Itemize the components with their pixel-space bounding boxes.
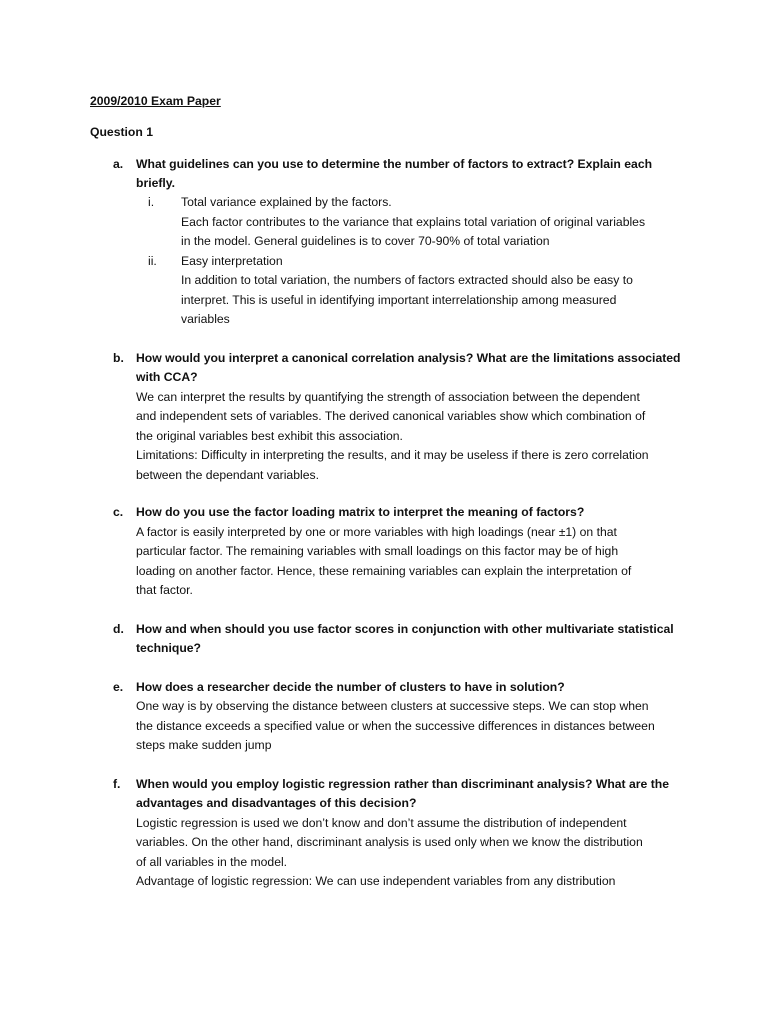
answer-text: We can interpret the results by quantifying the strength of association between the dependent: [136, 390, 640, 404]
question-text: technique?: [136, 641, 202, 655]
answer-text: A factor is easily interpreted by one or more variables with high loadings (near ±1) on that: [136, 525, 617, 539]
answer-text: the original variables best exhibit this association.: [136, 429, 403, 443]
question-text: How would you interpret a canonical correlation analysis? What are the limitations associated: [136, 351, 681, 365]
answer-text: loading on another factor. Hence, these remaining variables can explain the interpretation of: [136, 564, 632, 578]
question-marker: a.: [113, 157, 124, 171]
subitem-marker: i.: [148, 195, 155, 209]
document-title: 2009/2010 Exam Paper: [90, 94, 221, 108]
answer-text: between the dependant variables.: [136, 468, 319, 482]
question-marker: c.: [113, 505, 124, 519]
question-text: What guidelines can you use to determine the number of factors to extract? Explain each: [136, 157, 653, 171]
subitem-text: In addition to total variation, the numbers of factors extracted should also be easy to: [181, 273, 633, 287]
answer-text: variables. On the other hand, discriminant analysis is used only when we know the distribution: [136, 835, 643, 849]
question-text: How do you use the factor loading matrix to interpret the meaning of factors?: [136, 505, 585, 519]
answer-text: steps make sudden jump: [136, 738, 272, 752]
subitem-text: Easy interpretation: [181, 254, 283, 268]
question-text: How and when should you use factor scores in conjunction with other multivariate statistical: [136, 622, 674, 636]
answer-text: that factor.: [136, 583, 193, 597]
question-text: with CCA?: [136, 370, 198, 384]
question-text: How does a researcher decide the number of clusters to have in solution?: [136, 680, 565, 694]
question-marker: f.: [113, 777, 121, 791]
answer-text: Limitations: Difficulty in interpreting the results, and it may be useless if there is zero correlation: [136, 448, 649, 462]
subitem-text: Each factor contributes to the variance that explains total variation of original variables: [181, 215, 646, 229]
subitem-text: in the model. General guidelines is to cover 70-90% of total variation: [181, 234, 550, 248]
question-heading: Question 1: [90, 125, 153, 139]
answer-text: particular factor. The remaining variables with small loadings on this factor may be of high: [136, 544, 619, 558]
answer-text: Advantage of logistic regression: We can use independent variables from any distribution: [136, 874, 616, 888]
question-text: When would you employ logistic regression rather than discriminant analysis? What are the: [136, 777, 669, 791]
question-marker: e.: [113, 680, 124, 694]
subitem-text: interpret. This is useful in identifying important interrelationship among measured: [181, 293, 617, 307]
question-marker: b.: [113, 351, 124, 365]
answer-text: of all variables in the model.: [136, 855, 288, 869]
answer-text: the distance exceeds a specified value or when the successive differences in distances between: [136, 719, 655, 733]
subitem-text: variables: [181, 312, 230, 326]
question-marker: d.: [113, 622, 124, 636]
question-text: advantages and disadvantages of this decision?: [136, 796, 417, 810]
answer-text: One way is by observing the distance between clusters at successive steps. We can stop when: [136, 699, 649, 713]
question-text: briefly.: [136, 176, 176, 190]
answer-text: Logistic regression is used we don’t know and don’t assume the distribution of independent: [136, 816, 627, 830]
subitem-text: Total variance explained by the factors.: [181, 195, 392, 209]
subitem-marker: ii.: [148, 254, 157, 268]
answer-text: and independent sets of variables. The derived canonical variables show which combination of: [136, 409, 646, 423]
